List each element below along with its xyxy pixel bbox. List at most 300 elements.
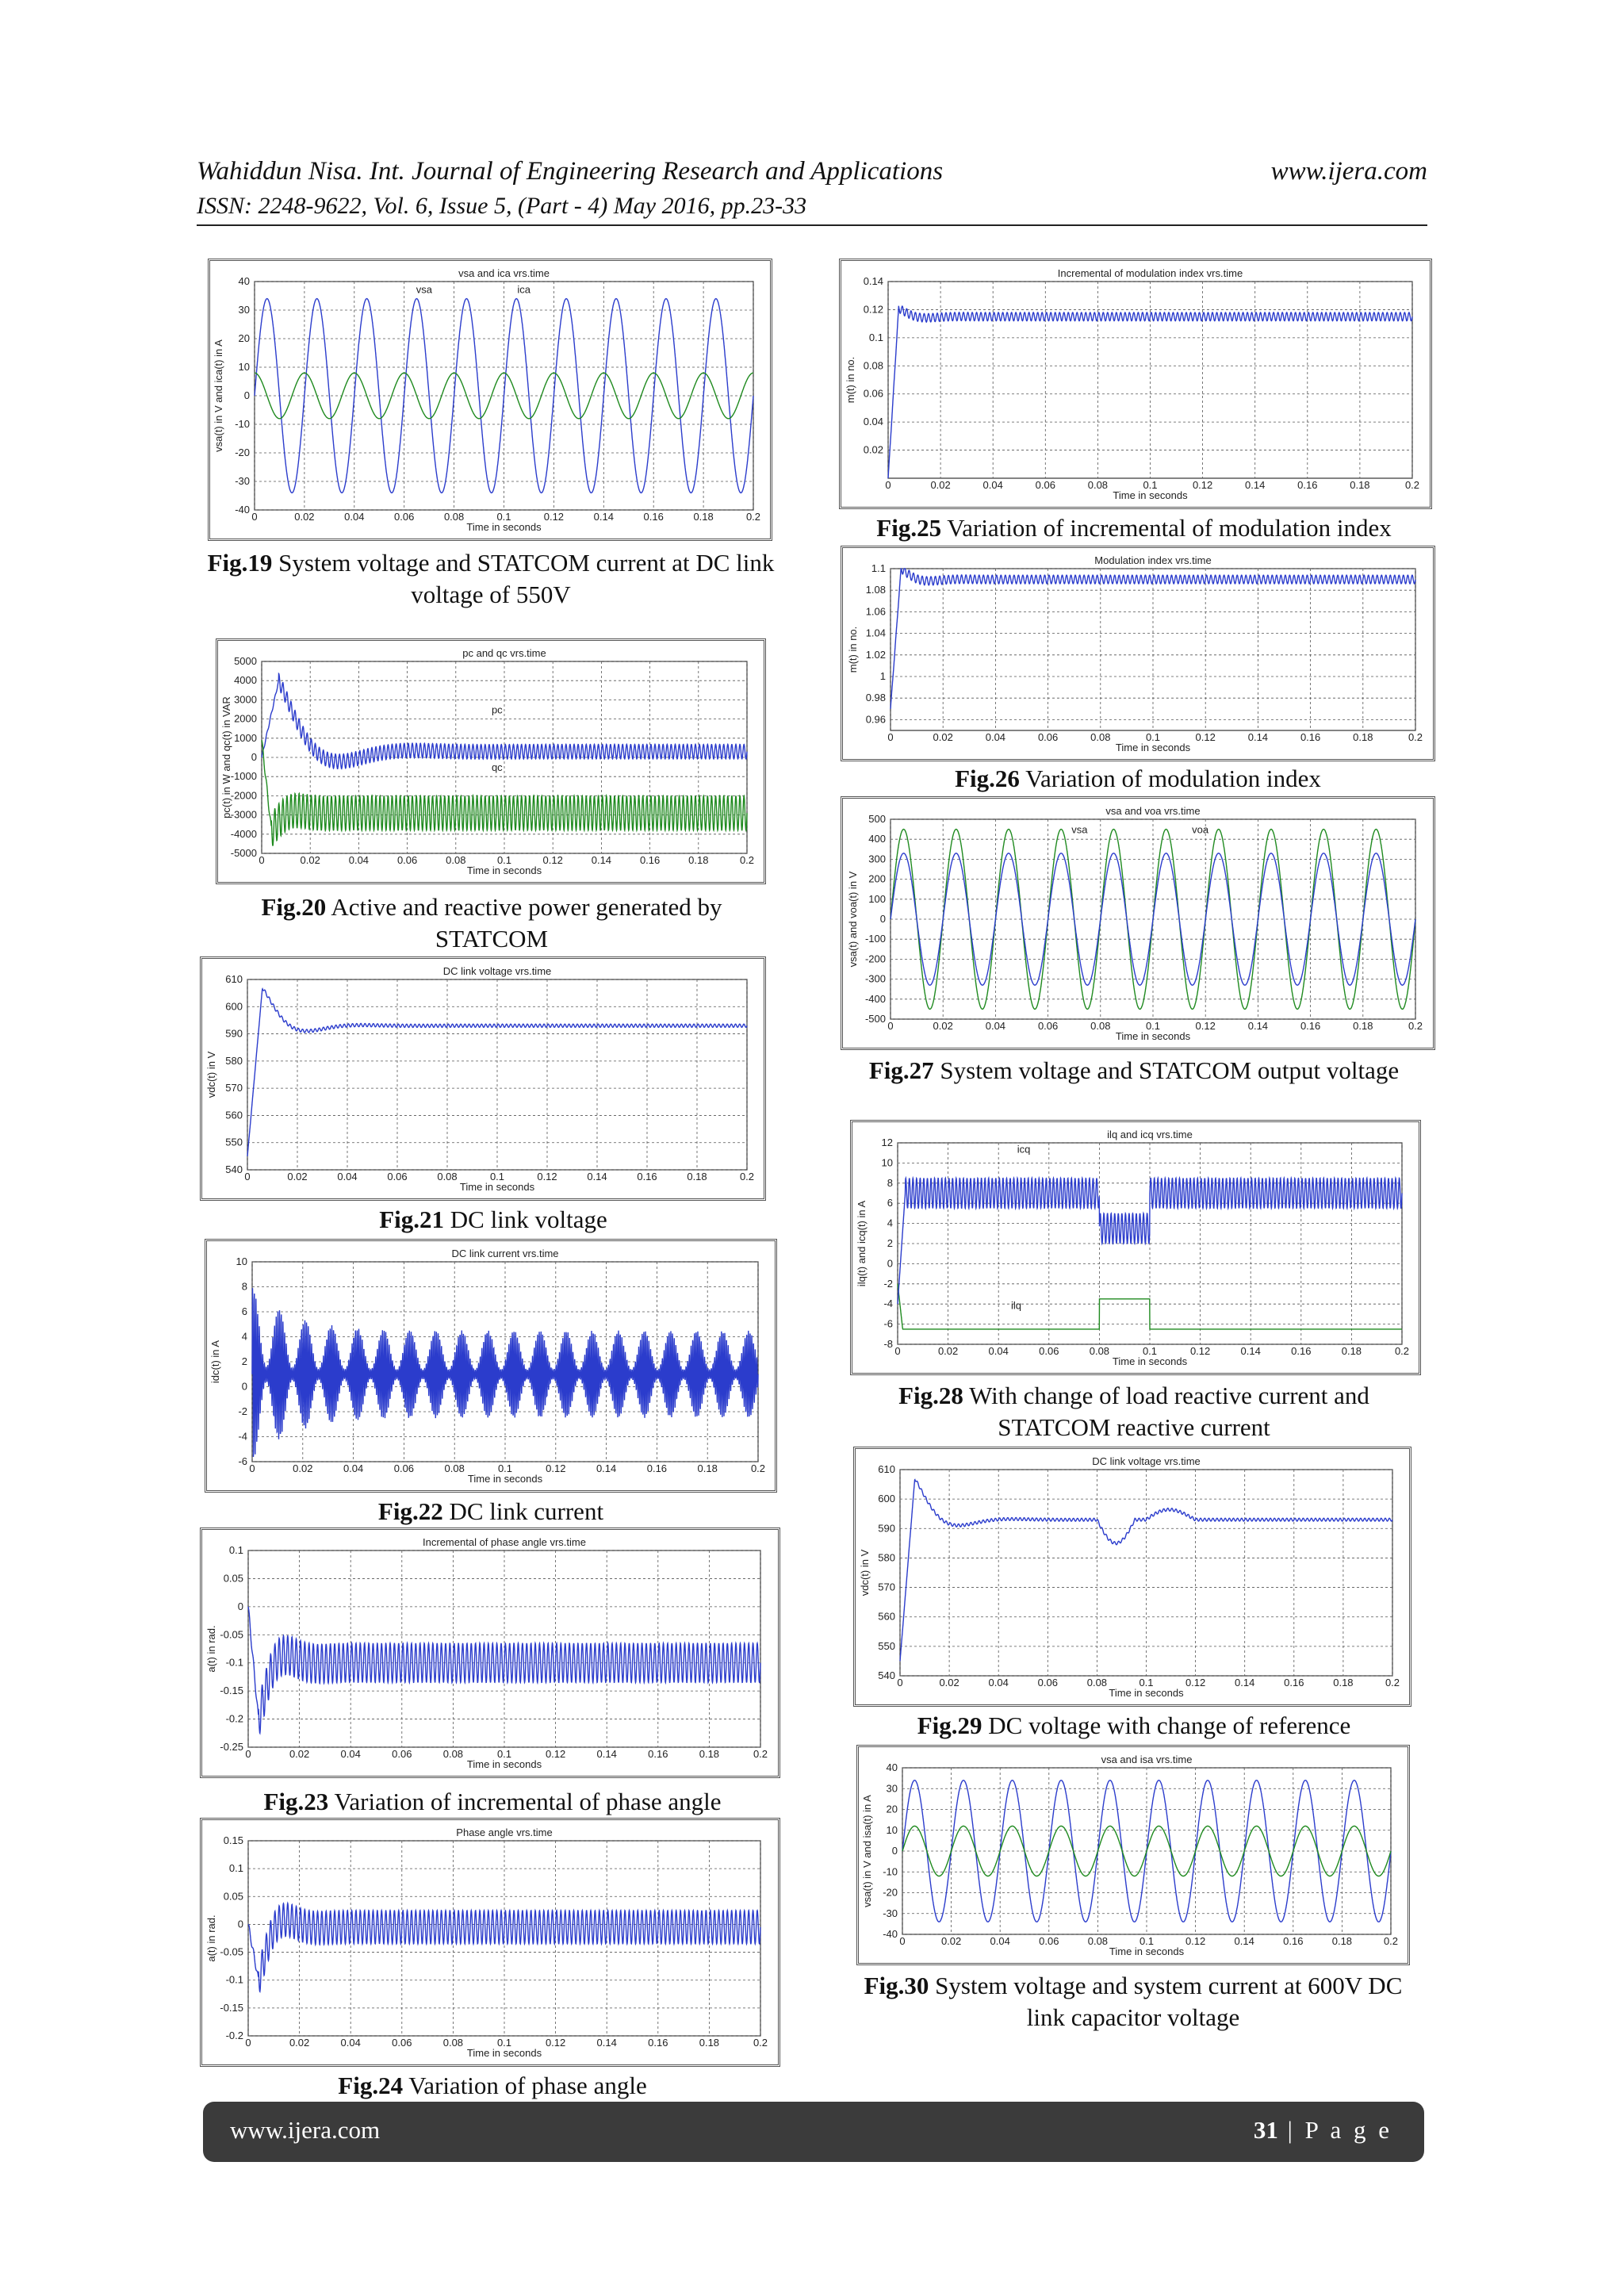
fig20-y-tick-label: -5000 — [230, 847, 257, 859]
fig19-x-tick-label: 0.08 — [443, 511, 465, 523]
fig21-x-tick-label: 0.04 — [337, 1171, 358, 1182]
fig28-x-tick-label: 0.06 — [1039, 1345, 1059, 1357]
fig28-x-tick-label: 0.1 — [1142, 1345, 1158, 1357]
fig30-y-tick-label: -20 — [883, 1886, 898, 1899]
fig28-x-axis-label: Time in seconds — [1112, 1355, 1188, 1367]
fig25-x-tick-label: 0.12 — [1192, 479, 1213, 491]
page-footer — [203, 2102, 1424, 2162]
fig23-y-tick-label: 0 — [237, 1600, 243, 1612]
footer-url[interactable]: www.ijera.com — [230, 2116, 381, 2144]
fig21-y-tick-label: 580 — [225, 1054, 243, 1067]
fig23-y-tick-label: 0.05 — [223, 1572, 243, 1585]
fig22-title: DC link current vrs.time — [451, 1248, 559, 1259]
fig24-x-tick-label: 0.1 — [496, 2037, 512, 2049]
fig25-y-tick-label: 0.12 — [863, 303, 883, 316]
fig24-title: Phase angle vrs.time — [456, 1826, 553, 1838]
fig29-title: DC link voltage vrs.time — [1092, 1455, 1201, 1467]
fig28-y-tick-label: 8 — [887, 1176, 893, 1189]
fig30-title: vsa and isa vrs.time — [1101, 1754, 1193, 1765]
fig28-annotation-ilq: ilq — [1010, 1299, 1021, 1312]
fig25-x-tick-label: 0.2 — [1404, 479, 1420, 491]
fig20-x-tick-label: 0.08 — [446, 854, 466, 866]
fig27-svg — [843, 799, 1433, 1048]
fig30-svg — [859, 1747, 1408, 1963]
figure-29-number: Fig.29 — [917, 1711, 982, 1739]
fig27-y-tick-label: 500 — [868, 813, 886, 825]
figure-27-number: Fig.27 — [868, 1056, 934, 1084]
fig30-x-tick-label: 0.2 — [1383, 1935, 1399, 1947]
fig25-svg — [841, 261, 1430, 507]
fig26-x-tick-label: 0.02 — [933, 731, 953, 743]
fig24-x-tick-label: 0.2 — [753, 2037, 768, 2049]
fig22-x-tick-label: 0.2 — [750, 1462, 766, 1474]
fig30-y-tick-label: -40 — [883, 1928, 898, 1940]
fig20-x-tick-label: 0.02 — [300, 854, 320, 866]
fig22-x-tick-label: 0.14 — [596, 1462, 617, 1474]
fig28-y-tick-label: -8 — [883, 1338, 893, 1350]
fig27-x-tick-label: 0.12 — [1195, 1020, 1216, 1032]
running-header — [197, 155, 1427, 187]
fig29-x-tick-label: 0.14 — [1235, 1677, 1255, 1688]
fig26-x-axis-label: Time in seconds — [1115, 742, 1191, 753]
fig23-x-tick-label: 0.14 — [596, 1748, 617, 1760]
fig27-x-tick-label: 0.18 — [1353, 1020, 1373, 1032]
fig22-x-tick-label: 0.1 — [497, 1462, 513, 1474]
fig25-y-tick-label: 0.1 — [868, 331, 883, 343]
fig19-x-tick-label: 0.02 — [294, 511, 315, 523]
fig27-annotation-vsa: vsa — [1071, 823, 1088, 836]
figure-20-text: Active and reactive power generated by STATCOM — [326, 893, 722, 953]
fig20-x-tick-label: 0 — [259, 854, 265, 866]
fig26-x-tick-label: 0.06 — [1037, 731, 1059, 743]
fig19-y-tick-label: -40 — [235, 504, 250, 516]
fig26-y-tick-label: 1.06 — [865, 605, 886, 618]
fig28-y-tick-label: -2 — [883, 1277, 893, 1290]
fig30-x-tick-label: 0 — [899, 1935, 906, 1947]
fig20-x-tick-label: 0.14 — [591, 854, 612, 866]
figure-24-caption — [200, 2070, 785, 2102]
fig25-x-tick-label: 0.08 — [1087, 479, 1109, 491]
figure-21-caption — [200, 1204, 787, 1236]
fig27-x-tick-label: 0.06 — [1037, 1020, 1059, 1032]
fig29-y-tick-label: 600 — [878, 1493, 895, 1505]
fig29-y-tick-label: 580 — [878, 1551, 895, 1564]
fig27-x-tick-label: 0.04 — [985, 1020, 1006, 1032]
figure-30-text: System voltage and system current at 600V DC link capacitor voltage — [929, 1972, 1403, 2031]
fig23-x-tick-label: 0.18 — [699, 1748, 720, 1760]
figure-30-number: Fig.30 — [864, 1972, 929, 1999]
fig23-y-tick-label: -0.2 — [225, 1712, 243, 1725]
fig28-y-tick-label: 0 — [887, 1257, 893, 1270]
fig23-x-tick-label: 0.12 — [545, 1748, 566, 1760]
fig28-svg — [852, 1122, 1419, 1373]
fig21-y-tick-label: 570 — [225, 1082, 243, 1094]
fig21-x-tick-label: 0.02 — [287, 1171, 308, 1182]
fig26-x-tick-label: 0.12 — [1195, 731, 1216, 743]
fig21-y-tick-label: 550 — [225, 1136, 243, 1148]
fig29-x-tick-label: 0.06 — [1037, 1677, 1058, 1688]
fig20-y-tick-label: -4000 — [230, 827, 257, 840]
fig19-x-tick-label: 0.04 — [344, 511, 365, 523]
fig26-svg — [843, 548, 1433, 759]
fig23-x-axis-label: Time in seconds — [466, 1758, 542, 1770]
fig20-y-tick-label: 2000 — [234, 712, 257, 725]
fig21-x-axis-label: Time in seconds — [459, 1181, 535, 1193]
fig29-x-tick-label: 0 — [897, 1677, 903, 1688]
fig30-x-tick-label: 0.18 — [1331, 1935, 1353, 1947]
fig20-x-tick-label: 0.16 — [639, 854, 661, 866]
fig30-x-tick-label: 0.06 — [1039, 1935, 1059, 1947]
fig24-y-axis-label: a(t) in rad. — [205, 1915, 217, 1962]
figure-26-number: Fig.26 — [955, 765, 1020, 792]
fig29-x-axis-label: Time in seconds — [1109, 1687, 1184, 1699]
fig20-x-axis-label: Time in seconds — [466, 864, 542, 876]
fig21-y-tick-label: 560 — [225, 1109, 243, 1121]
fig19-y-tick-label: -20 — [235, 447, 250, 458]
fig27-x-axis-label: Time in seconds — [1115, 1030, 1191, 1042]
fig25-y-tick-label: 0.02 — [863, 443, 883, 456]
fig22-svg — [207, 1241, 775, 1490]
fig20-y-tick-label: 1000 — [234, 731, 257, 744]
fig22-y-tick-label: -2 — [238, 1405, 247, 1417]
fig27-title: vsa and voa vrs.time — [1105, 805, 1201, 817]
fig20-svg — [218, 641, 764, 882]
fig27-y-tick-label: -200 — [864, 953, 886, 965]
fig22-x-tick-label: 0.04 — [343, 1462, 364, 1474]
figure-29-caption — [841, 1710, 1427, 1742]
fig23-y-tick-label: -0.05 — [220, 1628, 243, 1641]
fig29-x-tick-label: 0.12 — [1185, 1677, 1206, 1688]
fig29-y-tick-label: 550 — [878, 1639, 895, 1652]
figure-21-number: Fig.21 — [379, 1205, 444, 1233]
fig25-x-tick-label: 0.04 — [982, 479, 1003, 491]
fig23-svg — [202, 1530, 778, 1776]
fig23-x-tick-label: 0.06 — [392, 1748, 412, 1760]
fig19-x-axis-label: Time in seconds — [466, 521, 542, 533]
fig26-x-tick-label: 0.04 — [985, 731, 1006, 743]
fig24-y-tick-label: 0.05 — [223, 1890, 243, 1903]
fig20-y-tick-label: -3000 — [230, 808, 257, 821]
figure-24-number: Fig.24 — [338, 2072, 404, 2099]
fig24-x-tick-label: 0.12 — [545, 2037, 566, 2049]
fig20-y-tick-label: -1000 — [230, 770, 257, 783]
fig22-y-tick-label: 2 — [241, 1355, 247, 1367]
fig24-y-tick-label: 0.15 — [223, 1834, 243, 1846]
fig30-x-tick-label: 0.16 — [1283, 1935, 1304, 1947]
fig27-y-tick-label: 400 — [868, 833, 886, 845]
issn-line: ISSN: 2248-9622, Vol. 6, Issue 5, (Part - 4) May 2016, pp.23-33 — [197, 193, 807, 219]
fig29-x-tick-label: 0.1 — [1139, 1677, 1154, 1688]
fig26-y-tick-label: 1.02 — [865, 648, 886, 661]
fig30-y-tick-label: 0 — [891, 1845, 898, 1857]
fig29-y-tick-label: 610 — [878, 1463, 895, 1475]
fig27-x-tick-label: 0.16 — [1300, 1020, 1321, 1032]
figure-25-chart — [839, 259, 1432, 509]
fig24-svg — [202, 1820, 778, 2064]
fig27-y-tick-label: -100 — [864, 933, 886, 945]
fig19-x-tick-label: 0.1 — [496, 511, 511, 523]
fig22-x-tick-label: 0.02 — [293, 1462, 313, 1474]
fig30-y-tick-label: -30 — [883, 1907, 898, 1919]
fig27-y-tick-label: -500 — [864, 1013, 886, 1025]
fig22-y-tick-label: 10 — [236, 1255, 247, 1267]
fig27-y-tick-label: -300 — [864, 972, 886, 985]
fig27-y-tick-label: 200 — [868, 872, 886, 885]
fig27-x-tick-label: 0.1 — [1145, 1020, 1161, 1032]
fig28-title: ilq and icq vrs.time — [1107, 1129, 1193, 1140]
fig29-x-tick-label: 0.16 — [1284, 1677, 1304, 1688]
fig19-y-tick-label: -10 — [235, 418, 250, 430]
figure-30-caption — [844, 1970, 1423, 2033]
fig19-x-tick-label: 0.18 — [693, 511, 714, 523]
fig29-x-tick-label: 0.04 — [988, 1677, 1009, 1688]
fig26-x-tick-label: 0.14 — [1247, 731, 1269, 743]
fig24-x-tick-label: 0.06 — [392, 2037, 412, 2049]
figure-19-number: Fig.19 — [207, 549, 273, 577]
page-label: | P a g e — [1287, 2116, 1392, 2144]
fig24-x-tick-label: 0.16 — [648, 2037, 668, 2049]
fig30-x-tick-label: 0.02 — [940, 1935, 962, 1947]
fig26-x-tick-label: 0.1 — [1145, 731, 1161, 743]
fig21-y-tick-label: 610 — [225, 973, 243, 985]
fig25-x-tick-label: 0 — [885, 479, 891, 491]
figure-30-chart — [856, 1745, 1410, 1965]
figure-22-chart — [205, 1239, 777, 1493]
fig26-y-tick-label: 0.96 — [865, 713, 886, 726]
fig19-y-axis-label: vsa(t) in V and ica(t) in A — [213, 339, 224, 452]
fig20-y-tick-label: 3000 — [234, 693, 257, 706]
fig30-x-tick-label: 0.14 — [1234, 1935, 1254, 1947]
figure-25-caption — [825, 512, 1443, 544]
fig26-y-tick-label: 1 — [879, 670, 886, 682]
fig20-y-tick-label: 0 — [251, 751, 257, 763]
fig19-x-tick-label: 0.2 — [745, 511, 761, 523]
figure-24-chart — [200, 1818, 780, 2067]
fig28-x-tick-label: 0.18 — [1341, 1345, 1362, 1357]
figure-27-chart — [841, 796, 1435, 1050]
fig24-y-tick-label: -0.2 — [225, 2030, 243, 2041]
fig29-x-tick-label: 0.08 — [1086, 1677, 1108, 1688]
fig20-annotation-qc: qc — [491, 761, 503, 773]
fig29-y-axis-label: vdc(t) in V — [859, 1549, 871, 1596]
figure-23-chart — [200, 1527, 780, 1778]
fig27-x-tick-label: 0.2 — [1408, 1020, 1423, 1032]
figure-23-text: Variation of incremental of phase angle — [328, 1788, 722, 1815]
fig21-x-tick-label: 0 — [244, 1171, 251, 1182]
figure-27-text: System voltage and STATCOM output voltage — [933, 1056, 1400, 1084]
fig25-title: Incremental of modulation index vrs.time — [1057, 267, 1243, 279]
fig21-title: DC link voltage vrs.time — [442, 965, 552, 977]
fig19-y-tick-label: 0 — [243, 389, 250, 401]
fig27-x-tick-label: 0.14 — [1247, 1020, 1269, 1032]
fig29-x-tick-label: 0.02 — [939, 1677, 959, 1688]
fig19-y-tick-label: 10 — [238, 361, 250, 373]
journal-url[interactable]: www.ijera.com — [1270, 157, 1427, 186]
fig23-x-tick-label: 0.04 — [340, 1748, 361, 1760]
fig19-x-tick-label: 0.16 — [643, 511, 664, 523]
figure-24-text: Variation of phase angle — [403, 2072, 647, 2099]
fig24-x-tick-label: 0.18 — [699, 2037, 720, 2049]
fig28-x-tick-label: 0.04 — [988, 1345, 1009, 1357]
fig21-x-tick-label: 0.14 — [587, 1171, 607, 1182]
fig26-y-tick-label: 1.08 — [865, 584, 886, 596]
fig21-x-tick-label: 0.06 — [387, 1171, 408, 1182]
figure-28-caption — [841, 1380, 1427, 1443]
fig29-y-tick-label: 570 — [878, 1581, 895, 1593]
fig26-y-tick-label: 1.1 — [871, 562, 886, 574]
fig20-x-tick-label: 0.2 — [739, 854, 755, 866]
page-number-value: 31 — [1253, 2116, 1278, 2144]
fig22-x-tick-label: 0.08 — [444, 1462, 465, 1474]
fig25-y-axis-label: m(t) in no. — [845, 356, 856, 404]
fig23-x-tick-label: 0.1 — [496, 1748, 512, 1760]
fig28-x-tick-label: 0.14 — [1240, 1345, 1261, 1357]
fig30-x-tick-label: 0.1 — [1139, 1935, 1155, 1947]
fig20-y-tick-label: 5000 — [234, 655, 257, 667]
fig30-y-axis-label: vsa(t) in V and isa(t) in A — [861, 1795, 873, 1907]
fig21-x-tick-label: 0.1 — [489, 1171, 505, 1182]
fig22-x-tick-label: 0.06 — [393, 1462, 415, 1474]
fig24-y-tick-label: -0.15 — [220, 2001, 243, 2014]
fig21-x-tick-label: 0.2 — [739, 1171, 755, 1182]
fig26-x-tick-label: 0.18 — [1353, 731, 1373, 743]
fig22-y-tick-label: 8 — [241, 1280, 247, 1293]
fig20-x-tick-label: 0.04 — [348, 854, 370, 866]
fig30-x-tick-label: 0.12 — [1185, 1935, 1206, 1947]
fig28-y-tick-label: -6 — [883, 1317, 893, 1330]
fig26-x-tick-label: 0.2 — [1408, 731, 1423, 743]
figure-25-number: Fig.25 — [876, 514, 942, 542]
fig22-x-tick-label: 0 — [249, 1462, 255, 1474]
figure-21-text: DC link voltage — [444, 1205, 607, 1233]
fig23-x-tick-label: 0.16 — [648, 1748, 668, 1760]
figure-28-text: With change of load reactive current and STATCOM reactive current — [963, 1382, 1369, 1441]
fig29-x-tick-label: 0.18 — [1333, 1677, 1354, 1688]
fig21-y-tick-label: 600 — [225, 1000, 243, 1013]
figure-20-number: Fig.20 — [261, 893, 327, 921]
fig25-x-tick-label: 0.02 — [930, 479, 951, 491]
figure-25-text: Variation of incremental of modulation index — [941, 514, 1392, 542]
fig27-y-axis-label: vsa(t) and voa(t) in V — [847, 871, 859, 968]
fig20-title: pc and qc vrs.time — [462, 647, 546, 659]
fig21-y-tick-label: 540 — [225, 1163, 243, 1175]
fig28-y-tick-label: 12 — [881, 1137, 893, 1148]
fig27-y-tick-label: 100 — [868, 892, 886, 905]
fig23-y-axis-label: a(t) in rad. — [205, 1625, 217, 1673]
fig27-y-tick-label: -400 — [864, 992, 886, 1005]
figure-23-caption — [200, 1786, 785, 1818]
fig28-y-axis-label: ilq(t) and icq(t) in A — [856, 1200, 868, 1287]
fig21-x-tick-label: 0.16 — [637, 1171, 657, 1182]
fig19-y-tick-label: 20 — [238, 332, 250, 344]
fig20-y-axis-label: pc(t) in W and qc(t) in VAR — [220, 696, 232, 818]
figure-22-text: DC link current — [442, 1497, 604, 1525]
fig19-y-tick-label: 40 — [238, 275, 250, 287]
figure-22-caption — [205, 1496, 777, 1527]
fig26-x-tick-label: 0.08 — [1090, 731, 1111, 743]
figure-26-caption — [841, 763, 1435, 795]
fig29-y-tick-label: 590 — [878, 1522, 895, 1535]
fig23-y-tick-label: -0.25 — [220, 1741, 243, 1753]
fig19-y-tick-label: 30 — [238, 304, 250, 316]
fig26-x-tick-label: 0.16 — [1300, 731, 1321, 743]
fig19-annotation-ica: ica — [517, 283, 530, 296]
fig24-y-tick-label: -0.05 — [220, 1945, 243, 1958]
fig28-x-tick-label: 0.12 — [1189, 1345, 1211, 1357]
page-number — [1254, 2116, 1392, 2145]
fig19-svg — [210, 261, 770, 539]
fig21-x-tick-label: 0.18 — [687, 1171, 707, 1182]
fig24-x-tick-label: 0.08 — [442, 2037, 464, 2049]
fig24-y-tick-label: 0 — [237, 1918, 243, 1930]
figure-29-text: DC voltage with change of reference — [982, 1711, 1351, 1739]
fig22-y-tick-label: -6 — [238, 1455, 247, 1467]
fig30-y-tick-label: 40 — [886, 1761, 898, 1773]
figure-22-number: Fig.22 — [377, 1497, 443, 1525]
fig21-svg — [202, 959, 764, 1198]
fig22-x-axis-label: Time in seconds — [467, 1473, 543, 1485]
header-rule — [197, 224, 1427, 226]
fig19-annotation-vsa: vsa — [416, 283, 432, 296]
fig30-y-tick-label: -10 — [883, 1865, 898, 1878]
fig20-x-tick-label: 0.06 — [396, 854, 418, 866]
figure-27-caption — [856, 1055, 1411, 1087]
fig26-x-tick-label: 0 — [887, 731, 894, 743]
fig26-y-tick-label: 0.98 — [865, 692, 886, 704]
fig25-y-tick-label: 0.14 — [863, 275, 883, 287]
fig22-y-axis-label: idc(t) in A — [209, 1340, 221, 1384]
fig24-y-tick-label: -0.1 — [225, 1973, 243, 1986]
figure-26-text: Variation of modulation index — [1019, 765, 1321, 792]
fig22-y-tick-label: -4 — [238, 1430, 247, 1443]
fig30-y-tick-label: 10 — [886, 1823, 898, 1836]
fig21-y-tick-label: 590 — [225, 1027, 243, 1040]
fig19-x-tick-label: 0.12 — [543, 511, 565, 523]
fig27-y-tick-label: 300 — [868, 853, 886, 865]
fig22-y-tick-label: 0 — [241, 1380, 247, 1393]
fig25-x-axis-label: Time in seconds — [1113, 489, 1188, 501]
fig22-x-tick-label: 0.12 — [546, 1462, 566, 1474]
fig30-y-tick-label: 20 — [886, 1803, 898, 1815]
fig28-y-tick-label: -4 — [883, 1297, 893, 1310]
figure-26-chart — [841, 546, 1435, 761]
fig26-y-tick-label: 1.04 — [865, 627, 886, 639]
fig22-x-tick-label: 0.16 — [646, 1462, 668, 1474]
fig20-annotation-pc: pc — [491, 703, 503, 716]
fig25-y-tick-label: 0.04 — [863, 416, 883, 428]
fig27-annotation-voa: voa — [1192, 823, 1209, 836]
fig20-y-tick-label: -2000 — [230, 789, 257, 802]
fig25-x-tick-label: 0.16 — [1297, 479, 1318, 491]
fig20-y-tick-label: 4000 — [234, 674, 257, 687]
fig22-x-tick-label: 0.18 — [697, 1462, 718, 1474]
fig24-x-tick-label: 0 — [245, 2037, 251, 2049]
fig29-y-tick-label: 540 — [878, 1669, 895, 1681]
fig25-x-tick-label: 0.06 — [1035, 479, 1055, 491]
fig28-y-tick-label: 4 — [887, 1217, 893, 1229]
fig19-x-tick-label: 0 — [251, 511, 258, 523]
fig22-y-tick-label: 6 — [241, 1305, 247, 1317]
fig25-x-tick-label: 0.1 — [1143, 479, 1158, 491]
figure-28-chart — [850, 1120, 1421, 1375]
fig19-x-tick-label: 0.06 — [394, 511, 415, 523]
fig27-x-tick-label: 0.02 — [933, 1020, 953, 1032]
fig27-x-tick-label: 0.08 — [1090, 1020, 1111, 1032]
fig28-y-tick-label: 2 — [887, 1237, 893, 1249]
fig21-x-tick-label: 0.08 — [437, 1171, 458, 1182]
fig27-y-tick-label: 0 — [879, 913, 886, 925]
fig29-svg — [856, 1449, 1409, 1704]
